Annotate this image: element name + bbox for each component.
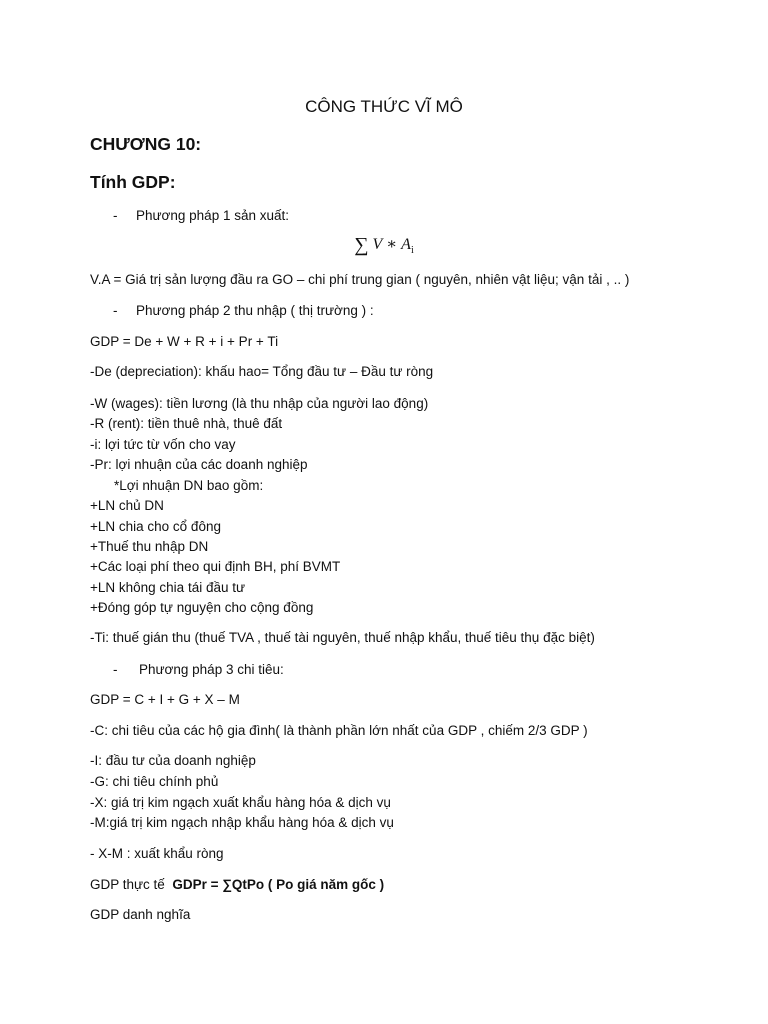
expense-line: -I: đầu tư của doanh nghiệp xyxy=(90,753,256,768)
method-3-heading: Phương pháp 3 chi tiêu: xyxy=(139,662,284,677)
consumption-definition: -C: chi tiêu của các hộ gia đình( là thành phần lớn nhất của GDP , chiếm 2/3 GDP ) xyxy=(90,723,588,738)
formula-operator: ∗ xyxy=(382,236,402,253)
profit-item: +LN chủ DN xyxy=(90,498,164,513)
expense-line: -X: giá trị kim ngạch xuất khẩu hàng hóa & dịch vụ xyxy=(90,795,391,810)
profit-item: +Đóng góp tự nguyện cho cộng đồng xyxy=(90,600,314,615)
formula-a: A xyxy=(401,236,411,253)
nominal-gdp-label: GDP danh nghĩa xyxy=(90,907,191,922)
formula-v: V xyxy=(372,236,383,253)
income-line: -R (rent): tiền thuê nhà, thuê đất xyxy=(90,416,283,431)
depreciation-definition: -De (depreciation): khấu hao= Tổng đầu tư – Đầu tư ròng xyxy=(90,364,434,379)
bullet-dash: - xyxy=(113,303,118,318)
gdp-expense-formula: GDP = C + I + G + X – M xyxy=(90,692,240,707)
income-line: -W (wages): tiền lương (là thu nhập của người lao động) xyxy=(90,396,429,411)
real-gdp-line xyxy=(90,876,384,894)
expense-line: -G: chi tiêu chính phủ xyxy=(90,774,219,789)
value-added-sum-formula xyxy=(0,234,768,262)
profit-item: +Các loại phí theo qui định BH, phí BVMT xyxy=(90,559,341,574)
method-2-heading: Phương pháp 2 thu nhập ( thị trường ) : xyxy=(136,303,374,318)
va-definition: V.A = Giá trị sản lượng đầu ra GO – chi phí trung gian ( nguyên, nhiên vật liệu; vận tải , .. ) xyxy=(90,272,630,287)
profit-item: +LN không chia tái đầu tư xyxy=(90,580,246,595)
method-1-heading: Phương pháp 1 sản xuất: xyxy=(136,208,289,223)
bullet-dash: - xyxy=(113,662,118,677)
bullet-dash: - xyxy=(113,208,118,223)
real-gdp-label: GDP thực tế xyxy=(90,877,165,892)
profit-item: +LN chia cho cổ đông xyxy=(90,519,221,534)
profit-includes-heading: *Lợi nhuận DN bao gồm: xyxy=(114,478,264,493)
gdp-income-formula: GDP = De + W + R + i + Pr + Ti xyxy=(90,334,279,349)
expense-line: -M:giá trị kim ngạch nhập khẩu hàng hóa & dịch vụ xyxy=(90,815,394,830)
formula-subscript: i xyxy=(410,245,414,257)
real-gdp-formula: GDPr = ∑QtPo ( Po giá năm gốc ) xyxy=(172,877,385,892)
income-line: -i: lợi tức từ vốn cho vay xyxy=(90,437,236,452)
sigma-symbol: ∑ xyxy=(354,234,369,256)
profit-item: +Thuế thu nhập DN xyxy=(90,539,209,554)
net-export-definition: - X-M : xuất khẩu ròng xyxy=(90,846,224,861)
section-heading: Tính GDP: xyxy=(90,172,176,192)
income-line: -Pr: lợi nhuận của các doanh nghiệp xyxy=(90,457,308,472)
page-title: CÔNG THỨC VĨ MÔ xyxy=(305,97,463,116)
indirect-tax-definition: -Ti: thuế gián thu (thuế TVA , thuế tài nguyên, thuế nhập khẩu, thuế tiêu thụ đặc biệt) xyxy=(90,630,595,645)
chapter-heading: CHƯƠNG 10: xyxy=(90,134,202,154)
